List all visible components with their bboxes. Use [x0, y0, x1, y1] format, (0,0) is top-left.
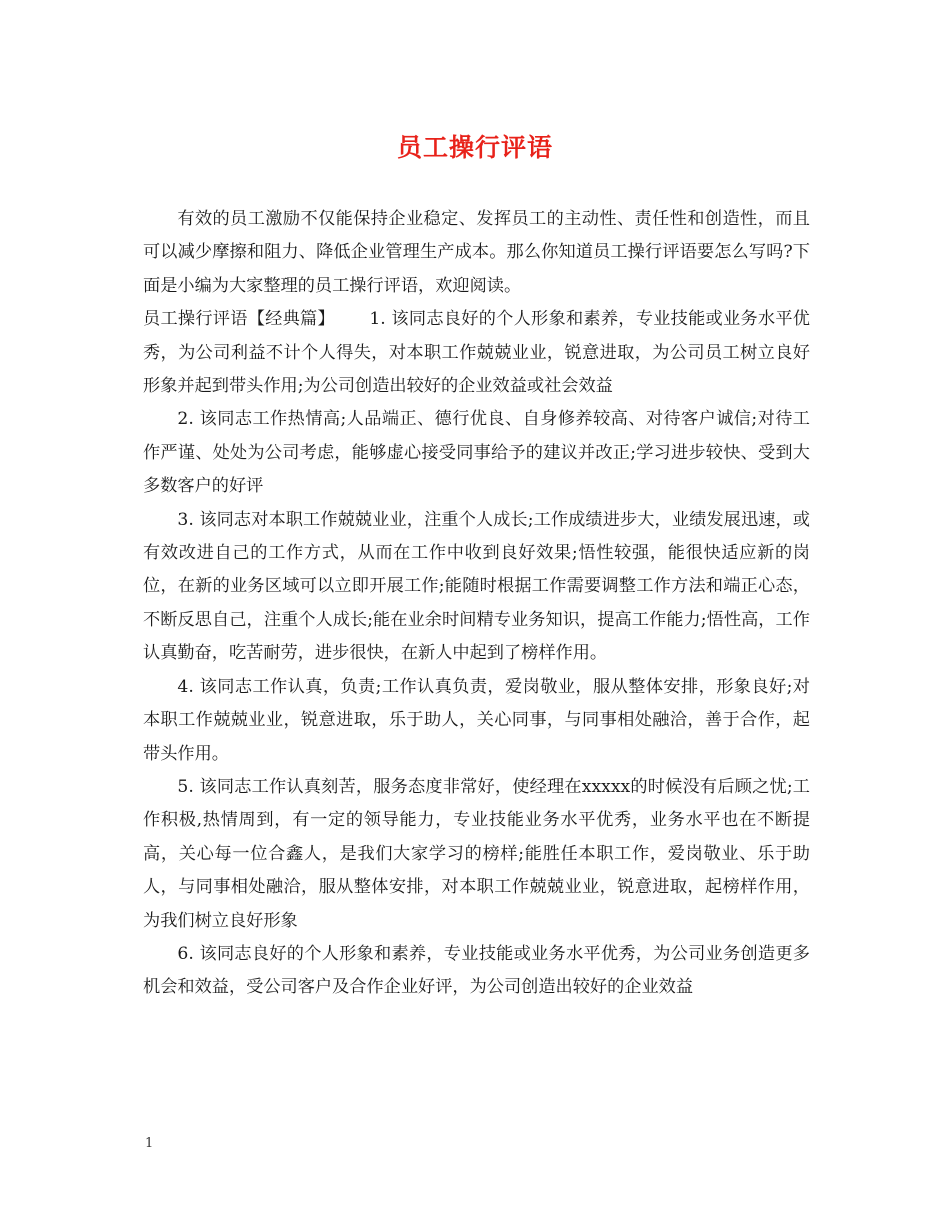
item-1: 1. 该同志良好的个人形象和素养，专业技能或业务水平优秀，为公司利益不计个人得失，对本职工作兢兢业业，锐意进取，为公司员工树立良好形象并起到带头作用;为公司创造出较好的企业效益或社会效益: [143, 309, 810, 397]
item-4: 4. 该同志工作认真，负责;工作认真负责，爱岗敬业，服从整体安排，形象良好;对本职工作兢兢业业，锐意进取，乐于助人，关心同事，与同事相处融洽，善于合作，起带头作用。: [143, 676, 810, 764]
item-2: 2. 该同志工作热情高;人品端正、德行优良、自身修养较高、对待客户诚信;对待工作严谨、处处为公司考虑，能够虚心接受同事给予的建议并改正;学习进步较快、受到大多数客户的好评: [143, 409, 810, 497]
item-5: 5. 该同志工作认真刻苦，服务态度非常好，使经理在xxxxx的时候没有后顾之忧;工作积极,热情周到，有一定的领导能力，专业技能业务水平优秀，业务水平也在不断提高，关心每一位合鑫人，是我们大家学习的榜样;能胜任本职工作，爱岗敬业、乐于助人，与同事相处融洽，服从整体安排，对本职工作兢兢业业，锐意进取，起榜样作用，为我们树立良好形象: [143, 776, 810, 931]
page-title: 员工操行评语: [396, 133, 553, 162]
section-paragraph: [143, 303, 810, 403]
page-number: 1: [145, 1136, 154, 1151]
intro-paragraph: 有效的员工激励不仅能保持企业稳定、发挥员工的主动性、责任性和创造性，而且可以减少摩擦和阻力、降低企业管理生产成本。那么你知道员工操行评语要怎么写吗?下面是小编为大家整理的员工操行评语，欢迎阅读。: [143, 209, 810, 296]
section-heading: 员工操行评语【经典篇】: [143, 309, 335, 330]
item-3: 3. 该同志对本职工作兢兢业业，注重个人成长;工作成绩进步大，业绩发展迅速，或有效改进自己的工作方式，从而在工作中收到良好效果;悟性较强，能很快适应新的岗位，在新的业务区域可以立即开展工作;能随时根据工作需要调整工作方法和端正心态，不断反思自己，注重个人成长;能在业余时间精专业务知识，提高工作能力;悟性高，工作认真勤奋，吃苦耐劳，进步很快，在新人中起到了榜样作用。: [143, 509, 810, 664]
item-6: 6. 该同志良好的个人形象和素养，专业技能或业务水平优秀，为公司业务创造更多机会和效益，受公司客户及合作企业好评，为公司创造出较好的企业效益: [143, 943, 810, 998]
document-body: [143, 203, 810, 1005]
